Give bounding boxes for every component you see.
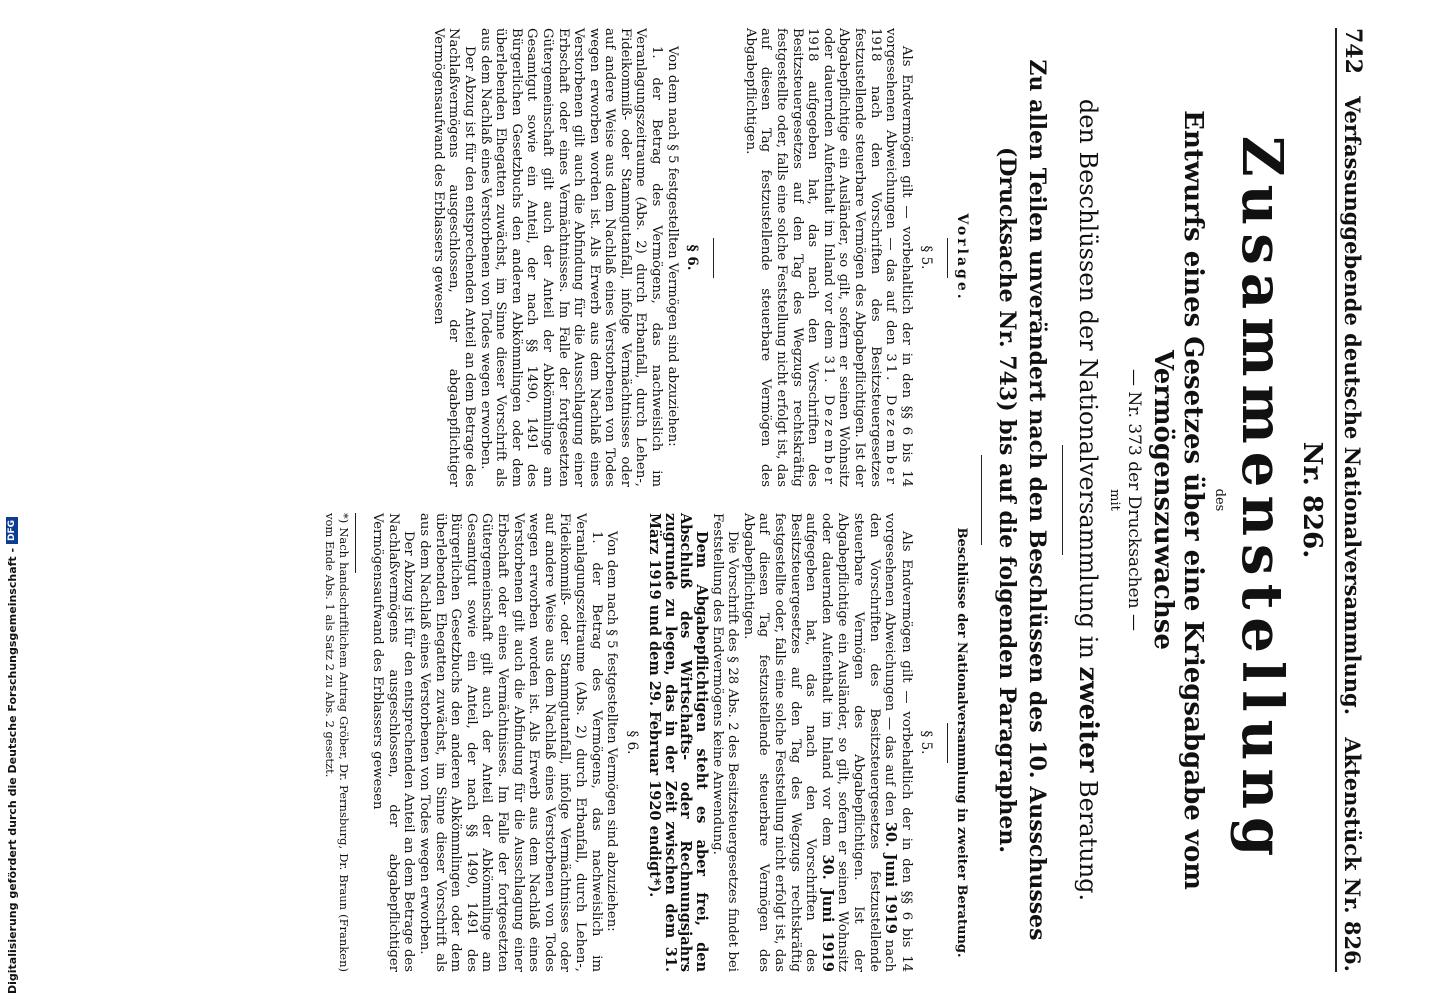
divider <box>981 455 982 545</box>
digitization-stamp <box>0 0 24 1000</box>
section-5-amendment: Dem Abgabepflichtigen steht es aber frei, den Abschluß des Wirtschafts- oder Rechnungsjahrs zugrunde zu legen, das in der Zeit zwischen dem 31. März 1919 und dem 29. Februar 1920 endigt*). <box>646 513 711 972</box>
beschluesse-line: den Beschlüssen der Nationalversammlung in zweiter Beratung. <box>1073 98 1103 902</box>
section-6-heading: § 6. <box>684 244 701 271</box>
unchanged-line-1: Zu allen Teilen unverändert nach den Beschlüssen des 10. Ausschusses <box>1024 59 1050 941</box>
column-heading-vorlage: Vorlage. <box>954 213 970 302</box>
section-6-item-1: 1. der Betrag des Vermögens, das nachweislich im Veranlagungszeitraume (Abs. 2) durch Erbanfall, durch Lehen-, Fideikommiß- oder Stammgutanfall, infolge Vermächtnisses oder auf andere Weise aus dem Nachlaß eines Verstorbenen von Todes wegen erworben worden ist. Als Erwerb aus dem Nachlaß eines Verstorbenen gilt auch die Abfindung für die Ausschlagung einer Erbschaft oder eines Vermächtnisses. Im Falle der fortgesetzten Gütergemeinschaft gilt auch der Anteil der Abkömmlinge am Gesamtgut sowie ein Anteil, der nach §§ 1490, 1491 des Bürgerlichen Gesetzbuchs den anderen Abkömmlingen oder dem überlebenden Ehegatten zuwächst, im Sinne dieser Vorschrift als aus dem Nachlaß eines Verstorbenen von Todes wegen erworben. <box>417 513 604 972</box>
document-page <box>74 0 1374 1000</box>
divider <box>1062 445 1063 555</box>
document-title: Zusammenstellung <box>1229 135 1295 865</box>
two-column-body <box>323 28 969 972</box>
section-5-heading: § 5. <box>918 730 935 755</box>
title-des: des <box>1212 488 1227 512</box>
section-6-heading: § 6. <box>623 730 640 755</box>
dfg-logo: DFG <box>6 517 18 544</box>
running-title: Verfassunggebende deutsche Nationalversammlung. <box>1340 96 1365 716</box>
beschluesse-bold: zweiter <box>1073 666 1103 773</box>
column-heading-beschluesse: Beschlüsse der Nationalversammlung in zweiter Beratung. <box>954 527 969 958</box>
section-6-intro: Von dem nach § 5 festgestellten Vermögen sind abzuziehen: <box>664 46 680 447</box>
document-subtitle: Entwurfs eines Gesetzes über eine Kriegsabgabe vom Vermögenszuwachse <box>1148 110 1208 890</box>
section-5-text-2: Die Vorschrift des § 28 Abs. 2 des Besitzsteuergesetzes findet bei Feststellung des Endvermögens keine Anwendung. <box>709 513 741 972</box>
section-5-heading: § 5. <box>918 245 935 270</box>
footnote-rule <box>355 513 356 573</box>
footnote: *) Nach handschriftlichem Antrag Gröber, Dr. Pernsburg, Dr. Braun (Franken) vom Ende Abs. 1 als Satz 2 zu Abs. 2 gesetzt. <box>322 513 351 972</box>
heading-underline <box>947 723 948 763</box>
unchanged-line-2: (Drucksache Nr. 743) bis auf die folgenden Paragraphen. <box>994 146 1020 854</box>
running-header <box>1335 28 1374 972</box>
document-number: Nr. 826. <box>1297 441 1327 559</box>
left-column <box>323 28 969 487</box>
section-6-intro: Von dem nach § 5 festgestellten Vermögen sind abzuziehen: <box>604 531 620 932</box>
section-divider <box>713 238 714 278</box>
section-6-item-2: Der Abzug ist für den entsprechenden Anteil an dem Betrage des Nachlaßvermögens ausgeschlossen, der abgabepflichtiger Vermögensaufwand des Erblassers gewesen <box>370 513 417 972</box>
stamp-text: Digitalisierung gefördert durch die Deutsche Forschungsgemeinschaft - <box>5 547 19 994</box>
title-mit: mit <box>1107 489 1122 511</box>
section-5-text: Als Endvermögen gilt — vorbehaltlich der in den §§ 6 bis 14 vorgesehenen Abweichungen — das auf den 31. Dezember 1918 nach den Vorschriften des Besitzsteuergesetzes festzustellende steuerbare Vermögen des Abgabepflichtigen. Ist der Abgabepflichtige ein Ausländer, so gilt, sofern er seinen Wohnsitz oder dauernden Aufenthalt im Inland vor dem 31. Dezember 1918 aufgegeben hat, das nach den Vorschriften des Besitzsteuergesetzes auf den Tag des Wegzugs rechtskräftig festgestellte oder, falls eine solche Feststellung nicht erfolgt ist, das auf diesen Tag festzustellende steuerbare Vermögen des Abgabepflichtigen. <box>742 28 914 487</box>
title-block <box>981 28 1327 972</box>
heading-underline <box>947 238 948 278</box>
section-6-item-2: Der Abzug ist für den entsprechenden Anteil an dem Betrage des Nachlaßvermögens ausgeschlossen, der abgabepflichtiger Vermögensaufwand des Erblassers gewesen <box>430 28 477 487</box>
drucksache-ref: — Nr. 373 der Drucksachen — <box>1124 369 1144 631</box>
right-column <box>323 513 969 972</box>
page-number: 742 <box>1340 28 1366 74</box>
section-5-text: Als Endvermögen gilt — vorbehaltlich der in den §§ 6 bis 14 vorgesehenen Abweichungen — das auf den 30. Juni 1919 nach den Vorschriften des Besitzsteuergesetzes festzustellende steuerbare Vermögen des Abgabepflichtigen. Ist der Abgabepflichtige ein Ausländer, so gilt, sofern er seinen Wohnsitz oder dauernden Aufenthalt im Inland vor dem 30. Juni 1919 aufgegeben hat, das nach den Vorschriften des Besitzsteuergesetzes auf den Tag des Wegzugs rechtskräftig festgestellte oder, falls eine solche Feststellung nicht erfolgt ist, das auf diesen Tag festzustellende steuerbare Vermögen des Abgabepflichtigen. <box>740 513 914 972</box>
section-6-item-1: 1. der Betrag des Vermögens, das nachweislich im Veranlagungszeitraume (Abs. 2) durch Erbanfall, durch Lehen-, Fideikommiß- oder Stammgutanfall, infolge Vermächtnisses oder auf andere Weise aus dem Nachlaß eines Verstorbenen von Todes wegen erworben worden ist. Als Erwerb aus dem Nachlaß eines Verstorbenen gilt auch die Abfindung für die Ausschlagung einer Erbschaft oder eines Vermächtnisses. Im Falle der fortgesetzten Gütergemeinschaft gilt auch der Anteil der Abkömmlinge am Gesamtgut sowie ein Anteil, der nach §§ 1490, 1491 des Bürgerlichen Gesetzbuchs den anderen Abkömmlingen oder dem überlebenden Ehegatten zuwächst, im Sinne dieser Vorschrift als aus dem Nachlaß eines Verstorbenen von Todes wegen erworben. <box>477 28 665 487</box>
document-ref: Aktenstück Nr. 826. <box>1340 737 1365 972</box>
